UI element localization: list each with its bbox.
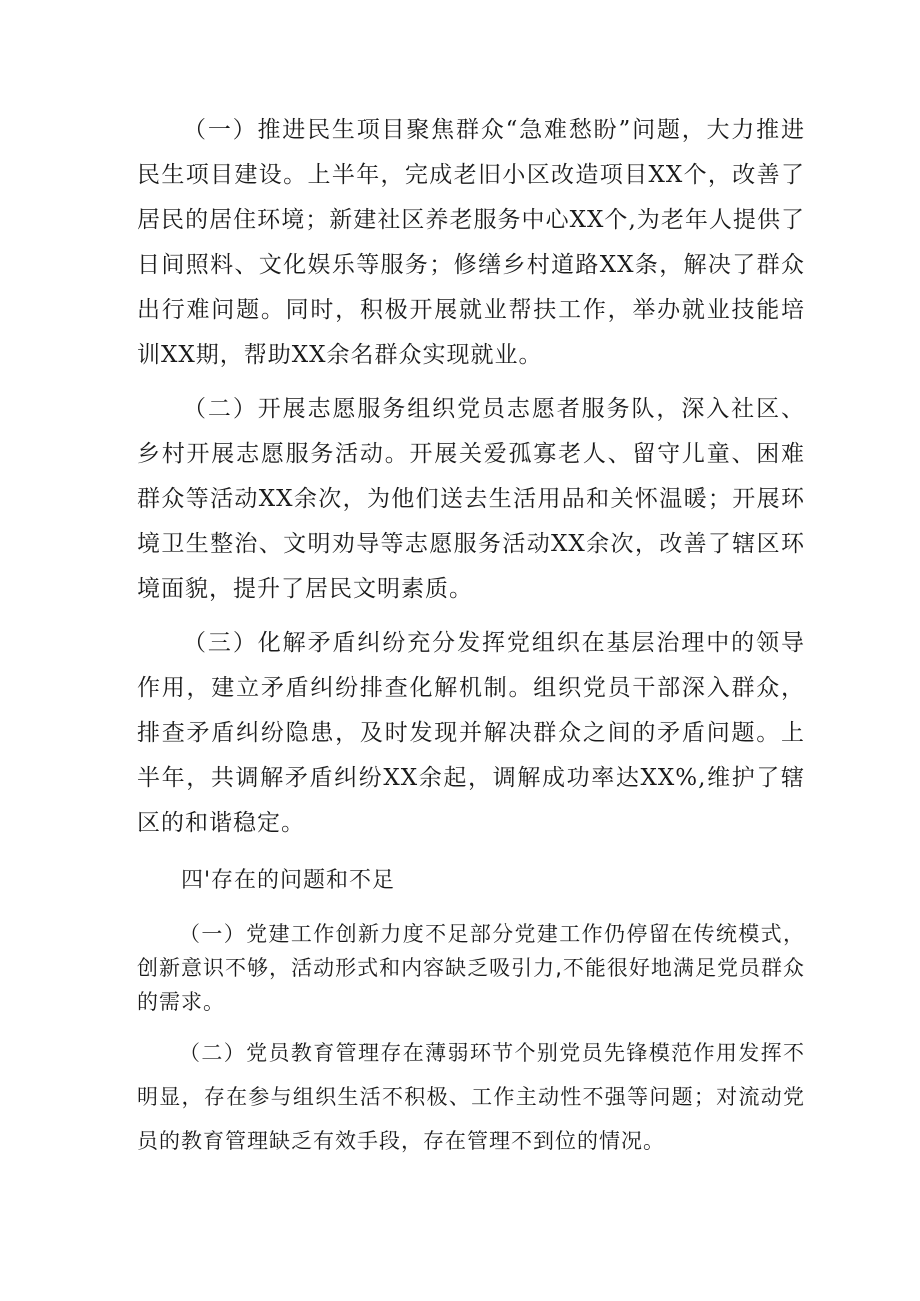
document-body [137,108,805,1163]
section-heading-problems: 四'存在的问题和不足 [181,868,396,893]
paragraph-issue-education: （二）党员教育管理存在薄弱环节个别党员先锋模范作用发挥不明显，存在参与组织生活不积极、工作主动性不强等问题；对流动党员的教育管理缺乏有效手段，存在管理不到位的情况。 [137,1041,805,1153]
paragraph-livelihood-projects: （一）推进民生项目聚焦群众“急难愁盼”问题，大力推进民生项目建设。上半年，完成老旧小区改造项目XX个，改善了居民的居住环境；新建社区养老服务中心XX个,为老年人提供了日间照料、文化娱乐等服务；修缮乡村道路XX条，解决了群众出行难问题。同时，积极开展就业帮扶工作，举办就业技能培训XX期，帮助XX余名群众实现就业。 [137,117,805,368]
paragraph-volunteer-service: （二）开展志愿服务组织党员志愿者服务队，深入社区、乡村开展志愿服务活动。开展关爱孤寡老人、留守儿童、困难群众等活动XX余次，为他们送去生活用品和关怀温暖；开展环境卫生整治、文明劝导等志愿服务活动XX余次，改善了辖区环境面貌，提升了居民文明素质。 [137,396,805,602]
paragraph-issue-innovation: （一）党建工作创新力度不足部分党建工作仍停留在传统模式，创新意识不够，活动形式和内容缺乏吸引力,不能很好地满足党员群众的需求。 [137,922,805,1014]
paragraph-dispute-resolution: （三）化解矛盾纠纷充分发挥党组织在基层治理中的领导作用，建立矛盾纠纷排查化解机制。组织党员干部深入群众，排查矛盾纠纷隐患，及时发现并解决群众之间的矛盾问题。上半年，共调解矛盾纠纷XX余起，调解成功率达XX%,维护了辖区的和谐稳定。 [137,630,805,836]
